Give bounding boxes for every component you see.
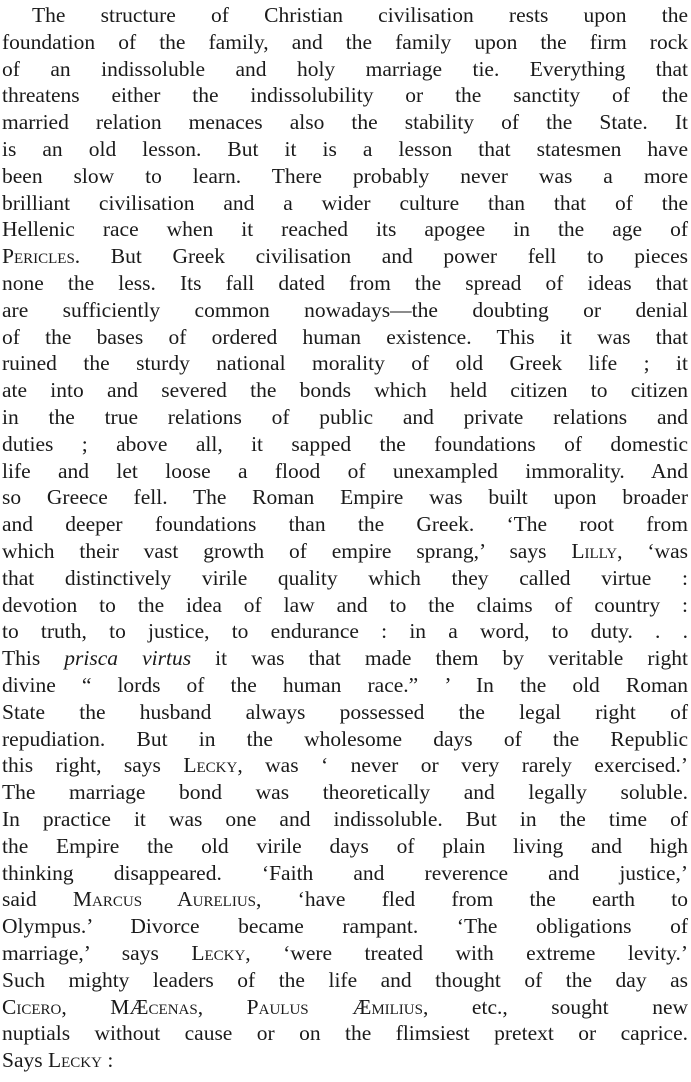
text-run: nuptials without cause or on the flimsiest pretext or caprice. bbox=[2, 1021, 688, 1046]
text-run: foundation of the family, and the family upon the firm rock bbox=[2, 29, 688, 54]
text-line bbox=[2, 645, 688, 672]
text-run: This bbox=[2, 646, 65, 671]
text-run: in the true relations of public and private relations and bbox=[2, 405, 688, 429]
text-run: , ‘was bbox=[617, 539, 688, 563]
text-run: the Empire the old virile days of plain living and high bbox=[2, 833, 688, 858]
text-run: The marriage bond was theoretically and legally soluble. bbox=[2, 780, 688, 805]
text-run: brilliant civilisation and a wider culture than that of the bbox=[2, 190, 688, 215]
text-run: so Greece fell. The Roman Empire was built upon broader bbox=[2, 485, 688, 510]
name-smallcaps: Lecky bbox=[183, 753, 238, 778]
text-run: said bbox=[2, 887, 73, 912]
text-run: Olympus.’ Divorce became rampant. ‘The obligations of bbox=[2, 914, 688, 939]
name-smallcaps: Paulus Æmilius bbox=[246, 994, 423, 1019]
text-run: duties ; above all, it sapped the foundations of domestic bbox=[2, 431, 688, 456]
text-line bbox=[2, 163, 688, 190]
text-run: In practice it was one and indissoluble. But in the time of bbox=[2, 807, 688, 831]
text-run: State the husband always possessed the legal right of bbox=[2, 699, 688, 724]
text-run: none the less. Its fall dated from the spread of ideas that bbox=[2, 271, 688, 295]
text-line bbox=[2, 618, 688, 645]
document-page bbox=[2, 0, 688, 1082]
name-smallcaps: MÆcenas bbox=[110, 994, 198, 1019]
text-line bbox=[2, 109, 688, 136]
text-run: and deeper foundations than the Greek. ‘The root from bbox=[2, 512, 688, 537]
text-run: which their vast growth of empire sprang,’ says bbox=[2, 539, 572, 563]
text-run: , ‘have fled from the earth to bbox=[256, 887, 688, 912]
text-line bbox=[2, 699, 688, 726]
text-run: But Greek civilisation and power fell to pieces bbox=[80, 244, 688, 269]
text-run: : bbox=[101, 1048, 114, 1073]
text-run: to truth, to justice, to endurance : in a word, to duty. . . bbox=[2, 619, 688, 644]
text-line bbox=[2, 511, 688, 538]
text-run: been slow to learn. There probably never was a more bbox=[2, 163, 688, 188]
text-run: repudiation. But in the wholesome days of the Republic bbox=[2, 726, 688, 751]
text-line bbox=[2, 190, 688, 217]
text-line bbox=[2, 2, 688, 29]
text-line bbox=[2, 29, 688, 56]
text-run: devotion to the idea of law and to the claims of country : bbox=[2, 592, 688, 617]
text-line bbox=[2, 592, 688, 619]
text-run: is an old lesson. But it is a lesson that statesmen have bbox=[2, 137, 688, 161]
text-run: threatens either the indissolubility or the sanctity of the bbox=[2, 83, 688, 108]
text-run: that distinctively virile quality which they called virtue : bbox=[2, 565, 688, 590]
text-line bbox=[2, 967, 688, 994]
italic-phrase: prisca virtus bbox=[64, 646, 192, 671]
text-line bbox=[2, 82, 688, 109]
text-line bbox=[2, 994, 688, 1021]
text-run: married relation menaces also the stability of the State. It bbox=[2, 110, 688, 135]
text-line bbox=[2, 672, 688, 699]
text-line bbox=[2, 1047, 688, 1074]
text-line bbox=[2, 565, 688, 592]
text-line bbox=[2, 243, 688, 270]
text-line bbox=[2, 458, 688, 485]
text-run: , ‘were treated with extreme levity.’ bbox=[245, 941, 688, 965]
text-line bbox=[2, 538, 688, 565]
text-run: ate into and severed the bonds which held citizen to citizen bbox=[2, 378, 688, 403]
text-line bbox=[2, 297, 688, 324]
text-line bbox=[2, 1020, 688, 1047]
text-run: divine “ lords of the human race.” ’ In the old Roman bbox=[2, 673, 688, 697]
text-run: thinking disappeared. ‘Faith and reverence and justice,’ bbox=[2, 860, 688, 885]
text-line bbox=[2, 779, 688, 806]
text-line bbox=[2, 404, 688, 431]
text-run: life and let loose a flood of unexampled immorality. And bbox=[2, 458, 688, 483]
text-line bbox=[2, 940, 688, 967]
name-smallcaps: Lecky bbox=[191, 941, 246, 965]
name-smallcaps: Pericles. bbox=[2, 244, 81, 269]
name-smallcaps: Cicero bbox=[2, 994, 62, 1019]
text-run: it was that made them by veritable right bbox=[191, 646, 688, 671]
text-line bbox=[2, 324, 688, 351]
text-line bbox=[2, 913, 688, 940]
text-line bbox=[2, 833, 688, 860]
name-smallcaps: Marcus Aurelius bbox=[72, 887, 257, 912]
text-line bbox=[2, 806, 688, 833]
text-line bbox=[2, 484, 688, 511]
text-run: The structure of Christian civilisation rests upon the bbox=[32, 3, 688, 27]
text-run: Hellenic race when it reached its apogee in the age of bbox=[2, 217, 688, 242]
name-smallcaps: Lecky bbox=[48, 1048, 102, 1073]
text-line bbox=[2, 350, 688, 377]
text-line bbox=[2, 431, 688, 458]
text-run: ruined the sturdy national morality of old Greek life ; it bbox=[2, 351, 688, 376]
text-run: Says bbox=[2, 1048, 48, 1073]
text-run: , bbox=[197, 994, 247, 1019]
name-smallcaps: Lilly bbox=[571, 539, 618, 563]
text-run: , was ‘ never or very rarely exercised.’ bbox=[237, 753, 688, 778]
text-line bbox=[2, 377, 688, 404]
text-run: Such mighty leaders of the life and thought of the day as bbox=[2, 967, 688, 992]
text-line bbox=[2, 752, 688, 779]
text-line bbox=[2, 216, 688, 243]
text-run: of the bases of ordered human existence. This it was that bbox=[2, 324, 688, 349]
text-run: marriage,’ says bbox=[2, 941, 192, 965]
text-run: , bbox=[61, 994, 111, 1019]
text-run: of an indissoluble and holy marriage tie. Everything that bbox=[2, 56, 688, 81]
text-line bbox=[2, 726, 688, 753]
text-run: are sufficiently common nowadays—the doubting or denial bbox=[2, 297, 688, 322]
text-run: this right, says bbox=[2, 753, 184, 778]
text-line bbox=[2, 270, 688, 297]
text-line bbox=[2, 860, 688, 887]
text-line bbox=[2, 886, 688, 913]
text-line bbox=[2, 136, 688, 163]
text-line bbox=[2, 56, 688, 83]
text-run: , etc., sought new bbox=[422, 994, 689, 1019]
